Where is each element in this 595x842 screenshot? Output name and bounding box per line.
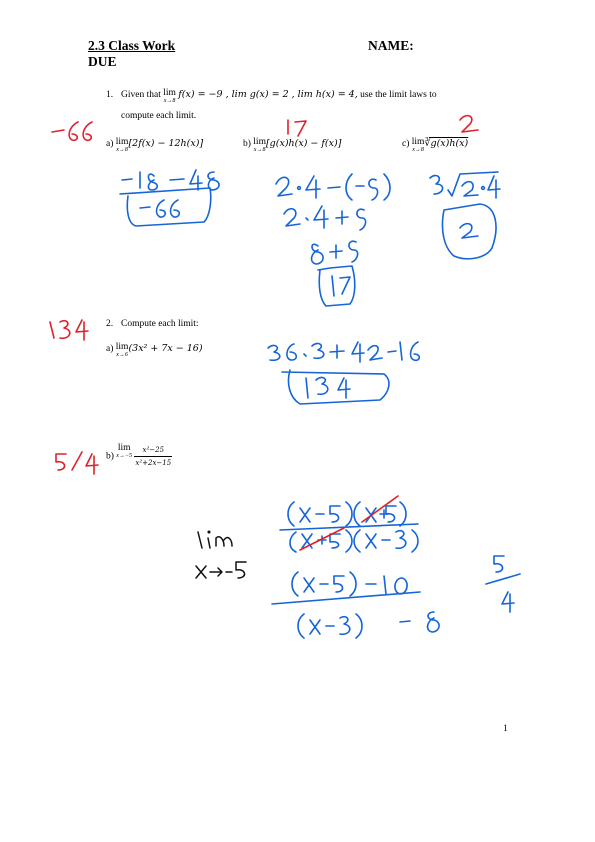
q1-number: 1. — [106, 90, 114, 100]
q2-part-a-lim: lim x→6 — [115, 342, 129, 358]
q1-given: f(x) = −9 , lim g(x) = 2 , lim h(x) = 4, — [178, 89, 358, 100]
q1-answer-c-ink — [460, 116, 478, 132]
q1-part-c-lim: lim x→8 — [411, 137, 425, 153]
q1-part-b-label: b) — [243, 139, 251, 149]
q1-part-a-label: a) — [106, 139, 114, 149]
q1-lim-symbol: lim x→8 — [163, 88, 176, 104]
q1-part-a-expr: [2f(x) − 12h(x)] — [128, 138, 204, 149]
page-number: 1 — [503, 724, 508, 734]
q2-work-b-ink — [272, 496, 520, 638]
q2-work-a-ink — [268, 342, 419, 404]
q2-answer-a-ink — [50, 320, 88, 340]
q2-part-b-fraction — [134, 444, 172, 469]
q2-part-b-label: b) — [106, 451, 114, 462]
q2-part-a-expr: (3x² + 7x − 16) — [128, 343, 203, 354]
q2-answer-b-ink — [56, 452, 98, 474]
q1-part-c — [402, 138, 468, 154]
q1-answer-a-ink — [52, 122, 92, 140]
q1-part-a-lim: lim x→8 — [115, 137, 129, 153]
q1-part-c-label: c) — [402, 139, 410, 149]
q2-part-a-label: a) — [106, 344, 114, 354]
q1-part-c-expr: ∛g(x)h(x) — [424, 138, 469, 149]
q1-part-b-expr: [g(x)h(x) − f(x)] — [265, 138, 342, 149]
q2-part-b-denominator: x²+2x−15 — [135, 459, 172, 467]
q1-text-a: Given that — [121, 90, 161, 100]
q1-part-b — [243, 138, 341, 154]
q1-answer-b-ink — [288, 120, 306, 136]
q2-number: 2. — [106, 319, 114, 329]
q1-work-a-ink — [120, 170, 219, 226]
q1-work-b-ink — [276, 174, 390, 306]
q1-prompt — [121, 89, 511, 105]
q1-part-a — [106, 138, 203, 154]
q1-part-b-lim: lim x→8 — [253, 137, 266, 153]
q2-prompt: Compute each limit: — [121, 319, 199, 329]
due-label: DUE — [88, 54, 117, 69]
q2-part-a — [106, 343, 203, 359]
q2-part-b — [106, 444, 172, 469]
q1-text-c: compute each limit. — [121, 111, 197, 121]
worksheet-title: 2.3 Class Work — [88, 38, 176, 53]
q2-part-b-numerator: x²−25 — [134, 444, 172, 457]
name-label: NAME: — [368, 38, 414, 53]
q1-work-c-ink — [430, 172, 500, 259]
q2-work-b-lim-ink — [196, 531, 246, 578]
q1-text-b: use the limit laws to — [360, 90, 437, 100]
q2-part-b-lim: lim x→−5 — [116, 443, 133, 459]
